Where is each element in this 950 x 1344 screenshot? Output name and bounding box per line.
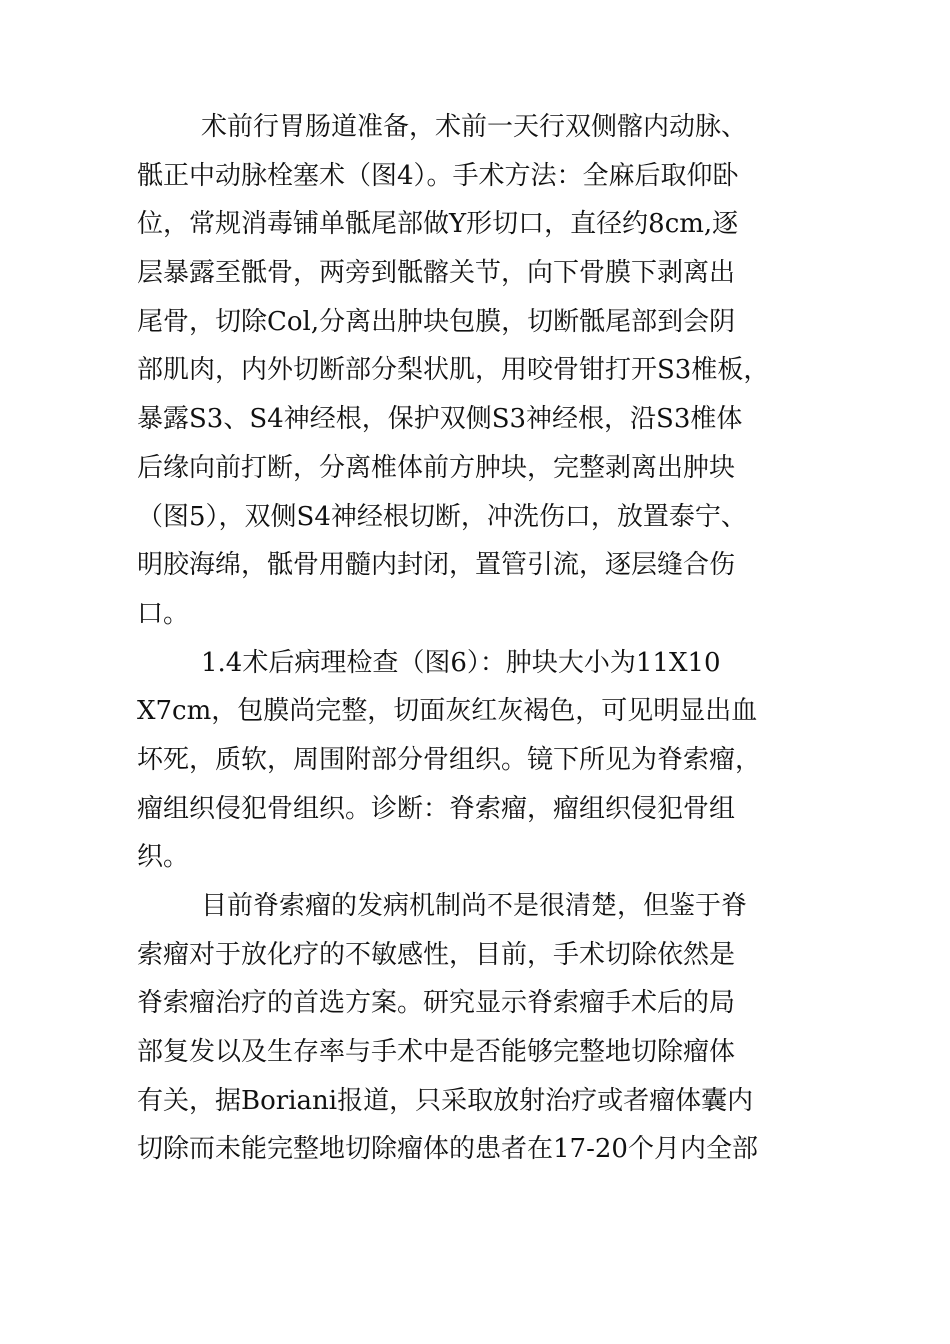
text-line: 部肌肉，内外切断部分梨状肌，用咬骨钳打开S3椎板， bbox=[137, 355, 770, 386]
text-line: 目前脊索瘤的发病机制尚不是很清楚，但鉴于脊 bbox=[201, 891, 748, 921]
text-line: 织。 bbox=[137, 842, 190, 873]
text-line: 1.4术后病理检查（图6）：肿块大小为11X10 bbox=[201, 647, 721, 678]
text-line: 层暴露至骶骨，两旁到骶髂关节，向下骨膜下剥离出 bbox=[137, 258, 736, 289]
text-line: 有关，据Boriani报道，只采取放射治疗或者瘤体囊内 bbox=[137, 1085, 754, 1116]
text-line: 坏死，质软，周围附部分骨组织。镜下所见为脊索瘤， bbox=[137, 744, 762, 775]
text-line: 部复发以及生存率与手术中是否能够完整地切除瘤体 bbox=[137, 1037, 736, 1068]
paragraph-pathology bbox=[137, 639, 827, 882]
text-line: 术前行胃肠道准备，术前一天行双侧髂内动脉、 bbox=[201, 112, 748, 142]
text-line: 口。 bbox=[137, 598, 190, 629]
text-line: 尾骨，切除Col,分离出肿块包膜，切断骶尾部到会阴 bbox=[137, 306, 736, 337]
text-line: 骶正中动脉栓塞术（图4）。手术方法：全麻后取仰卧 bbox=[137, 160, 739, 191]
document-page bbox=[137, 103, 827, 1174]
text-line: 后缘向前打断，分离椎体前方肿块，完整剥离出肿块 bbox=[137, 452, 736, 483]
text-line: 脊索瘤治疗的首选方案。研究显示脊索瘤手术后的局 bbox=[137, 988, 736, 1019]
text-line: 切除而未能完整地切除瘤体的患者在17-20个月内全部 bbox=[137, 1134, 758, 1165]
text-line: X7cm，包膜尚完整，切面灰红灰褐色，可见明显出血 bbox=[137, 696, 758, 727]
paragraph-surgery bbox=[137, 103, 827, 639]
text-line: 索瘤对于放化疗的不敏感性，目前，手术切除依然是 bbox=[137, 939, 736, 970]
text-line: （图5），双侧S4神经根切断，冲洗伤口，放置泰宁、 bbox=[137, 501, 747, 532]
text-line: 瘤组织侵犯骨组织。诊断：脊索瘤，瘤组织侵犯骨组 bbox=[137, 793, 736, 824]
text-line: 明胶海绵，骶骨用髓内封闭，置管引流，逐层缝合伤 bbox=[137, 550, 736, 581]
text-line: 位，常规消毒铺单骶尾部做Y形切口，直径约8cm,逐 bbox=[137, 209, 739, 240]
text-line: 暴露S3、S4神经根，保护双侧S3神经根，沿S3椎体 bbox=[137, 404, 743, 435]
paragraph-discussion bbox=[137, 882, 827, 1174]
